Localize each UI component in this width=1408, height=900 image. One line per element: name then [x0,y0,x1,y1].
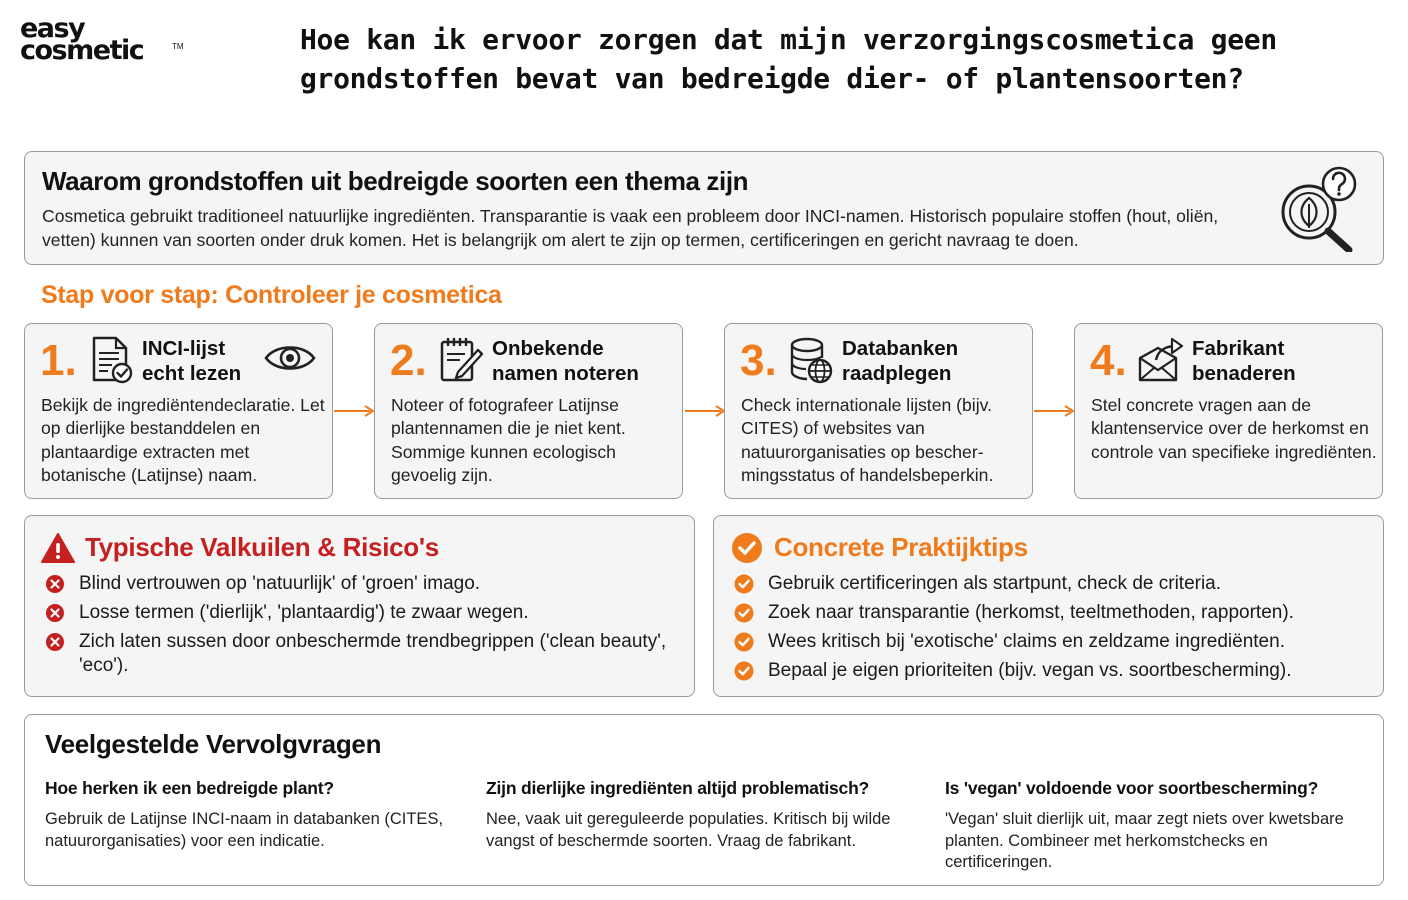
faq-question: Zijn dierlijke ingrediënten altijd problematisch? [486,778,870,798]
logo-text-line2: cosmetic [20,35,144,66]
step-number: 2. [390,336,427,385]
check-circle-icon [734,574,754,594]
step-number: 3. [740,336,777,385]
step-text: Noteer of fotografeer Latijnse plantennamen die je niet kent. Sommige kunnen ecologisch gevoelig zijn. [391,395,626,485]
intro-heading: Waarom grondstoffen uit bedreigde soorten een thema zijn [42,166,749,196]
faq-question: Hoe herken ik een bedreigde plant? [45,778,334,798]
step-text: Stel concrete vragen aan de klantenservice over de herkomst en controle van specifieke ingrediënten. [1091,395,1377,462]
arrow-right-icon [332,404,376,418]
step-card-4 [1074,323,1383,499]
check-circle-icon [734,661,754,681]
step-text: Bekijk de ingrediëntendeclaratie. Let op dierlijke bestanddelen en plantaardige extracten met botanische (Latijnse) naam. [41,395,325,485]
list-item: Gebruik certificeringen als startpunt, check de criteria. [730,572,1370,596]
arrow-right-icon [1032,404,1076,418]
step-text: Check internationale lijsten (bijv. CITES) of websites van natuurorganisaties op bescher-mingsstatus of handelsbeperkin. [741,395,994,485]
step-number: 4. [1090,336,1127,385]
check-circle-icon [730,532,764,564]
step-title: Databanken raadplegen [842,337,959,385]
notepad-pencil-icon [438,336,484,384]
step-title: Fabrikant benaderen [1192,337,1296,385]
cross-circle-icon [45,574,65,594]
intro-card [24,151,1384,265]
document-check-icon [88,336,134,384]
step-card-2 [374,323,683,499]
tips-list [730,572,1370,688]
step-title: INCI-lijst echt lezen [142,337,242,385]
list-item: Zich laten sussen door onbeschermde trendbegrippen ('clean beauty', 'eco'). [41,630,681,677]
faq-answer: 'Vegan' sluit dierlijk uit, maar zegt niets over kwetsbare planten. Combineer met herkomstchecks en certificeringen. [945,810,1344,871]
logo-text-line1: easy [20,13,85,44]
list-item: Zoek naar transparantie (herkomst, teeltmethoden, rapporten). [730,601,1370,625]
step-card-1 [24,323,333,499]
leaf-magnifier-question-icon [1279,166,1361,252]
list-item: Losse termen ('dierlijk', 'plantaardig') te zwaar wegen. [41,601,681,625]
faq-question: Is 'vegan' voldoende voor soortbescherming? [945,778,1319,798]
list-item: Wees kritisch bij 'exotische' claims en zeldzame ingrediënten. [730,630,1370,654]
pitfalls-list [41,572,681,683]
faq-item [945,777,1365,874]
check-circle-icon [734,632,754,652]
page-title: Hoe kan ik ervoor zorgen dat mijn verzorgingscosmetica geen grondstoffen bevat van bedreigde dier- of plantensoorten? [300,23,1277,95]
logo-trademark: TM [172,42,184,51]
warning-icon [41,532,75,564]
step-title: Onbekende namen noteren [492,337,639,385]
eye-icon [264,340,316,376]
step-card-3 [724,323,1033,499]
arrow-right-icon [683,404,727,418]
cross-circle-icon [45,603,65,623]
list-item: Bepaal je eigen prioriteiten (bijv. vegan vs. soortbescherming). [730,659,1370,683]
intro-text: Cosmetica gebruikt traditioneel natuurlijke ingrediënten. Transparantie is vaak een probleem door INCI-namen. Historisch populaire stoffen (hout, oliën, vetten) kunnen van soorten onder druk komen. Het is belangrijk om alert te zijn op termen, certificeringen en gericht navraag te doen. [42,206,1219,250]
steps-section-title: Stap voor stap: Controleer je cosmetica [41,281,502,309]
brand-logo [20,14,190,70]
database-globe-icon [788,336,834,384]
cross-circle-icon [45,632,65,652]
step-number: 1. [40,336,77,385]
faq-answer: Nee, vaak uit gereguleerde populaties. Kritisch bij wilde vangst of beschermde soorten. Vraag de fabrikant. [486,810,891,850]
faq-item [45,777,445,852]
faq-heading: Veelgestelde Vervolgvragen [45,729,382,759]
check-circle-icon [734,603,754,623]
faq-item [486,777,926,852]
tips-heading: Concrete Praktijktips [774,532,1028,562]
pitfalls-heading: Typische Valkuilen & Risico's [85,532,439,562]
pitfalls-card [24,515,695,697]
tips-card [713,515,1384,697]
faq-card [24,714,1384,886]
faq-answer: Gebruik de Latijnse INCI-naam in databanken (CITES, natuurorganisaties) voor een indicatie. [45,810,444,850]
envelope-arrow-icon [1138,336,1184,384]
list-item: Blind vertrouwen op 'natuurlijk' of 'groen' imago. [41,572,681,596]
